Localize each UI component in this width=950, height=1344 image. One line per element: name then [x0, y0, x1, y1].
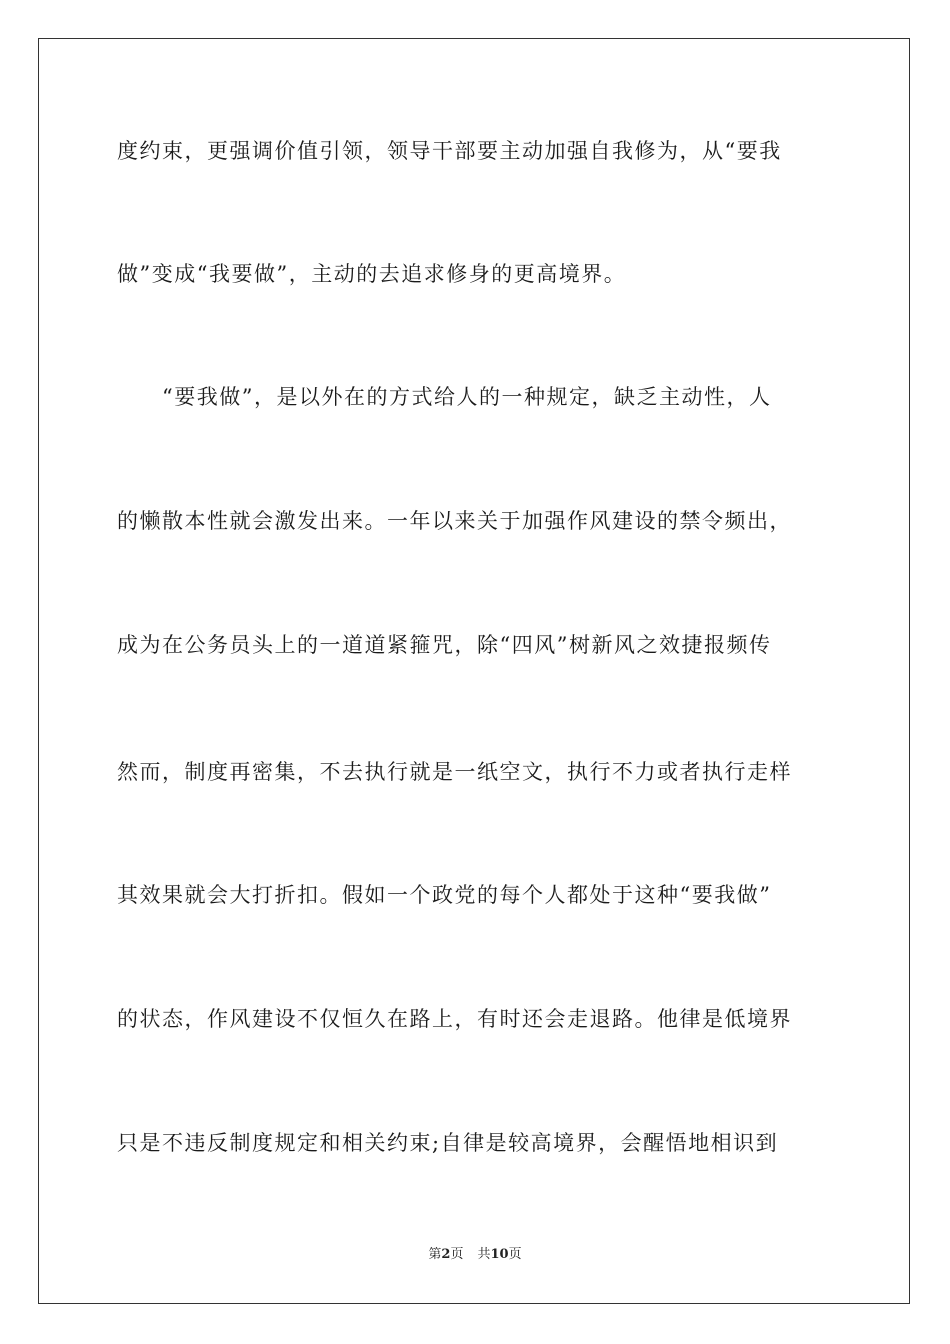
body-text-line-2: 做”变成“我要做”，主动的去追求修身的更高境界。 — [117, 262, 627, 286]
footer-page-current: 2 — [441, 1247, 451, 1262]
page-number-footer — [0, 1246, 950, 1264]
body-text-line-8: 的状态，作风建设不仅恒久在路上，有时还会走退路。他律是低境界 — [117, 1007, 792, 1031]
body-text-line-1: 度约束，更强调价值引领，领导干部要主动加强自我修为，从“要我 — [117, 139, 782, 163]
body-text-line-3: “要我做”，是以外在的方式给人的一种规定，缺乏主动性，人 — [117, 385, 772, 409]
body-text-line-4: 的懒散本性就会激发出来。一年以来关于加强作风建设的禁令频出， — [117, 509, 792, 533]
page-border — [38, 38, 910, 1304]
body-text-line-5: 成为在公务员头上的一道道紧箍咒，除“四风”树新风之效捷报频传 — [117, 633, 772, 657]
footer-page-unit: 页 — [450, 1247, 464, 1262]
footer-page-prefix: 第 — [428, 1247, 442, 1262]
footer-page-total: 10 — [490, 1247, 509, 1262]
body-text-line-7: 其效果就会大打折扣。假如一个政党的每个人都处于这种“要我做” — [117, 883, 772, 907]
footer-total-prefix: 共 — [477, 1247, 491, 1262]
body-text-line-9: 只是不违反制度规定和相关约束;自律是较高境界，会醒悟地相识到 — [117, 1131, 779, 1155]
body-text-line-6: 然而，制度再密集，不去执行就是一纸空文，执行不力或者执行走样 — [117, 760, 792, 784]
footer-total-unit: 页 — [508, 1247, 522, 1262]
